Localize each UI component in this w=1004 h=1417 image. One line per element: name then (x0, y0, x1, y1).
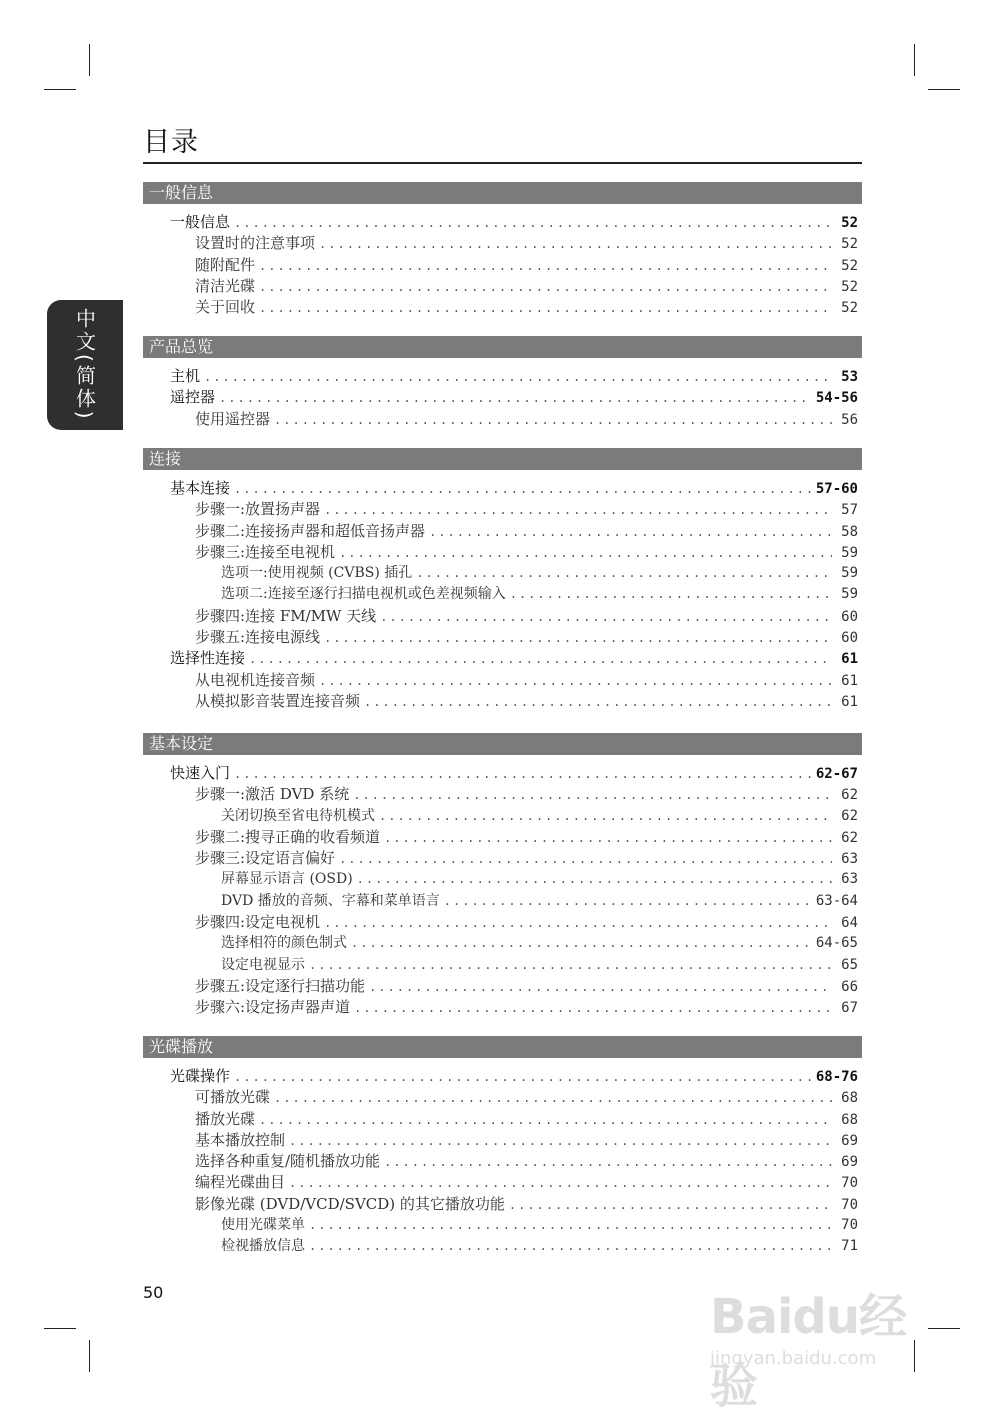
dot-leader (384, 1152, 832, 1172)
entry-title: 关于回收 (195, 298, 256, 317)
toc-entry[interactable] (143, 955, 862, 976)
toc-entry[interactable] (143, 542, 862, 563)
toc-section (143, 336, 862, 430)
toc-entry[interactable] (143, 584, 862, 605)
dot-leader (234, 764, 812, 784)
entry-title: DVD 播放的音频、字幕和菜单语言 (221, 892, 440, 909)
toc-entry[interactable] (143, 521, 862, 542)
dot-leader (309, 1236, 832, 1257)
entry-title: 步骤二:连接扬声器和超低音扬声器 (195, 521, 426, 540)
watermark-url: jingyan.baidu.com (710, 1348, 877, 1369)
entry-page: 70 (841, 1217, 858, 1234)
dot-leader (444, 891, 812, 912)
toc-entry[interactable] (143, 1151, 862, 1172)
entry-page: 68-76 (815, 1069, 858, 1085)
toc-entry[interactable] (143, 255, 862, 276)
entry-title: 一般信息 (170, 213, 231, 231)
toc-entry[interactable] (143, 1130, 862, 1151)
dot-leader (274, 410, 832, 430)
toc-entry[interactable] (143, 912, 862, 933)
entry-page: 52 (841, 257, 858, 274)
entry-title: 步骤五:设定逐行扫描功能 (195, 976, 366, 995)
entry-title: 基本播放控制 (195, 1130, 286, 1149)
toc-section (143, 733, 862, 1019)
dot-leader (289, 1131, 832, 1151)
dot-leader (289, 1173, 832, 1193)
entry-title: 使用光碟菜单 (221, 1217, 305, 1234)
entry-title: 随附配件 (195, 255, 256, 274)
dot-leader (309, 1215, 832, 1236)
toc-entry[interactable] (143, 1236, 862, 1257)
entry-title: 快速入门 (170, 764, 231, 782)
toc-entry[interactable] (143, 784, 862, 805)
entry-page: 62-67 (815, 766, 858, 782)
dot-leader (510, 584, 832, 605)
toc-entry[interactable] (143, 409, 862, 430)
entry-title: 步骤一:激活 DVD 系统 (195, 785, 350, 804)
dot-leader (234, 1067, 812, 1087)
dot-leader (339, 543, 832, 563)
crop-mark (44, 1328, 76, 1329)
entry-page: 71 (841, 1238, 858, 1255)
entry-title: 光碟操作 (170, 1067, 231, 1085)
toc-entry[interactable] (143, 212, 862, 233)
dot-leader (339, 849, 832, 869)
dot-leader (259, 256, 832, 276)
entry-title: 使用遥控器 (195, 409, 271, 428)
crop-mark (928, 89, 960, 90)
entry-page: 56 (841, 411, 858, 428)
dot-leader (379, 806, 832, 827)
entry-list (143, 366, 862, 430)
entry-page: 67 (841, 1000, 858, 1017)
entry-page: 60 (841, 630, 858, 647)
entry-page: 70 (841, 1175, 858, 1192)
dot-leader (319, 234, 832, 254)
watermark (710, 1270, 950, 1414)
entry-title: 设定电视显示 (221, 956, 305, 973)
entry-list (143, 763, 862, 1019)
entry-title: 步骤三:连接至电视机 (195, 542, 336, 561)
entry-list (143, 212, 862, 318)
dot-leader (274, 1088, 832, 1108)
entry-title: 清洁光碟 (195, 276, 256, 295)
entry-page: 57-60 (815, 481, 858, 497)
toc-entry[interactable] (143, 848, 862, 869)
section-heading: 基本设定 (143, 733, 862, 755)
dot-leader (429, 522, 832, 542)
entry-page: 62 (841, 829, 858, 846)
dot-leader (204, 367, 832, 387)
watermark-brand: Baidu经验 (710, 1289, 906, 1414)
dot-leader (249, 649, 832, 669)
entry-page: 62 (841, 787, 858, 804)
entry-title: 选择相符的颜色制式 (221, 935, 347, 952)
toc-entry[interactable] (143, 806, 862, 827)
toc-entry[interactable] (143, 276, 862, 297)
entry-title: 步骤三:设定语言偏好 (195, 849, 336, 868)
toc-entry[interactable] (143, 1194, 862, 1215)
toc-entry[interactable] (143, 933, 862, 954)
entry-title: 选项一:使用视频 (CVBS) 插孔 (221, 565, 413, 582)
section-heading: 光碟播放 (143, 1036, 862, 1058)
entry-title: 屏幕显示语言 (OSD) (221, 871, 353, 888)
section-heading: 产品总览 (143, 336, 862, 358)
dot-leader (259, 277, 832, 297)
dot-leader (259, 298, 832, 318)
dot-leader (369, 977, 832, 997)
toc-entry[interactable] (143, 606, 862, 627)
entry-page: 52 (841, 236, 858, 253)
dot-leader (354, 998, 832, 1018)
dot-leader (416, 563, 832, 584)
crop-mark (89, 1340, 90, 1372)
dot-leader (259, 1110, 832, 1130)
dot-leader (309, 955, 832, 976)
entry-page: 69 (841, 1132, 858, 1149)
toc-entry[interactable] (143, 1087, 862, 1108)
entry-title: 步骤四:连接 FM/MW 天线 (195, 606, 377, 625)
entry-title: 遥控器 (170, 388, 216, 407)
toc-entry[interactable] (143, 869, 862, 890)
dot-leader (509, 1195, 832, 1215)
toc-entry[interactable] (143, 648, 862, 669)
page-number: 50 (143, 1283, 164, 1302)
toc-entry[interactable] (143, 233, 862, 254)
entry-title: 从模拟影音装置连接音频 (195, 691, 361, 710)
entry-page: 68 (841, 1090, 858, 1107)
entry-page: 69 (841, 1154, 858, 1171)
toc-entry[interactable] (143, 627, 862, 648)
entry-list (143, 1066, 862, 1258)
entry-page: 59 (841, 544, 858, 561)
toc-entry[interactable] (143, 691, 862, 712)
entry-title: 步骤一:放置扬声器 (195, 500, 321, 519)
entry-page: 63-64 (815, 892, 858, 909)
crop-mark (44, 89, 76, 90)
entry-title: 检视播放信息 (221, 1238, 305, 1255)
entry-title: 步骤二:搜寻正确的收看频道 (195, 827, 381, 846)
entry-page: 61 (841, 672, 858, 689)
toc-entry[interactable] (143, 891, 862, 912)
entry-page: 59 (841, 586, 858, 603)
dot-leader (353, 785, 832, 805)
entry-page: 53 (841, 369, 858, 385)
dot-leader (319, 671, 832, 691)
entry-title: 步骤六:设定扬声器声道 (195, 998, 351, 1017)
dot-leader (219, 388, 812, 408)
page-title: 目录 (143, 127, 199, 158)
toc-section (143, 182, 862, 318)
toc-entry[interactable] (143, 387, 862, 408)
toc-section (143, 448, 862, 712)
entry-title: 关闭切换至省电待机模式 (221, 807, 375, 824)
title-divider (143, 162, 862, 164)
toc-entry[interactable] (143, 827, 862, 848)
entry-page: 63 (841, 871, 858, 888)
crop-mark (89, 44, 90, 76)
toc-entry[interactable] (143, 976, 862, 997)
entry-page: 64 (841, 915, 858, 932)
dot-leader (364, 692, 832, 712)
dot-leader (357, 869, 832, 890)
toc-entry[interactable] (143, 478, 862, 499)
toc-entry[interactable] (143, 763, 862, 784)
language-tab (47, 300, 123, 430)
toc-entry[interactable] (143, 1109, 862, 1130)
entry-page: 60 (841, 608, 858, 625)
toc-entry[interactable] (143, 1066, 862, 1087)
toc-entry[interactable] (143, 366, 862, 387)
dot-leader (351, 933, 812, 954)
dot-leader (380, 607, 832, 627)
entry-page: 52 (841, 215, 858, 231)
entry-page: 64-65 (815, 935, 858, 952)
toc-entry[interactable] (143, 297, 862, 318)
entry-page: 54-56 (815, 390, 858, 407)
section-heading: 连接 (143, 448, 862, 470)
dot-leader (324, 913, 832, 933)
dot-leader (324, 628, 832, 648)
toc-entry[interactable] (143, 1172, 862, 1193)
entry-page: 58 (841, 523, 858, 540)
dot-leader (324, 500, 832, 520)
entry-title: 从电视机连接音频 (195, 670, 316, 689)
toc-entry[interactable] (143, 1215, 862, 1236)
entry-title: 设置时的注意事项 (195, 234, 316, 253)
toc-entry[interactable] (143, 563, 862, 584)
language-tab-label: 中文(简体) (72, 308, 97, 422)
entry-title: 步骤四:设定电视机 (195, 913, 321, 932)
dot-leader (384, 828, 832, 848)
toc-entry[interactable] (143, 670, 862, 691)
entry-title: 可播放光碟 (195, 1088, 271, 1107)
entry-page: 61 (841, 693, 858, 710)
section-heading: 一般信息 (143, 182, 862, 204)
entry-title: 编程光碟曲目 (195, 1173, 286, 1192)
dot-leader (234, 213, 832, 233)
toc-entry[interactable] (143, 499, 862, 520)
entry-page: 66 (841, 978, 858, 995)
entry-title: 选择性连接 (170, 649, 246, 668)
entry-page: 70 (841, 1196, 858, 1213)
entry-page: 65 (841, 956, 858, 973)
entry-page: 63 (841, 851, 858, 868)
entry-title: 播放光碟 (195, 1109, 256, 1128)
dot-leader (234, 479, 812, 499)
entry-title: 步骤五:连接电源线 (195, 628, 321, 647)
entry-page: 68 (841, 1111, 858, 1128)
entry-title: 选项二:连接至逐行扫描电视机或色差视频输入 (221, 586, 506, 603)
entry-page: 52 (841, 300, 858, 317)
crop-mark (914, 44, 915, 76)
entry-title: 主机 (170, 367, 201, 385)
entry-title: 基本连接 (170, 479, 231, 497)
entry-title: 选择各种重复/随机播放功能 (195, 1152, 381, 1171)
toc-section (143, 1036, 862, 1258)
entry-page: 57 (841, 502, 858, 519)
entry-title: 影像光碟 (DVD/VCD/SVCD) 的其它播放功能 (195, 1194, 505, 1213)
entry-page: 52 (841, 278, 858, 295)
entry-page: 62 (841, 807, 858, 824)
entry-page: 61 (841, 651, 858, 668)
entry-list (143, 478, 862, 712)
toc-entry[interactable] (143, 997, 862, 1018)
entry-page: 59 (841, 565, 858, 582)
